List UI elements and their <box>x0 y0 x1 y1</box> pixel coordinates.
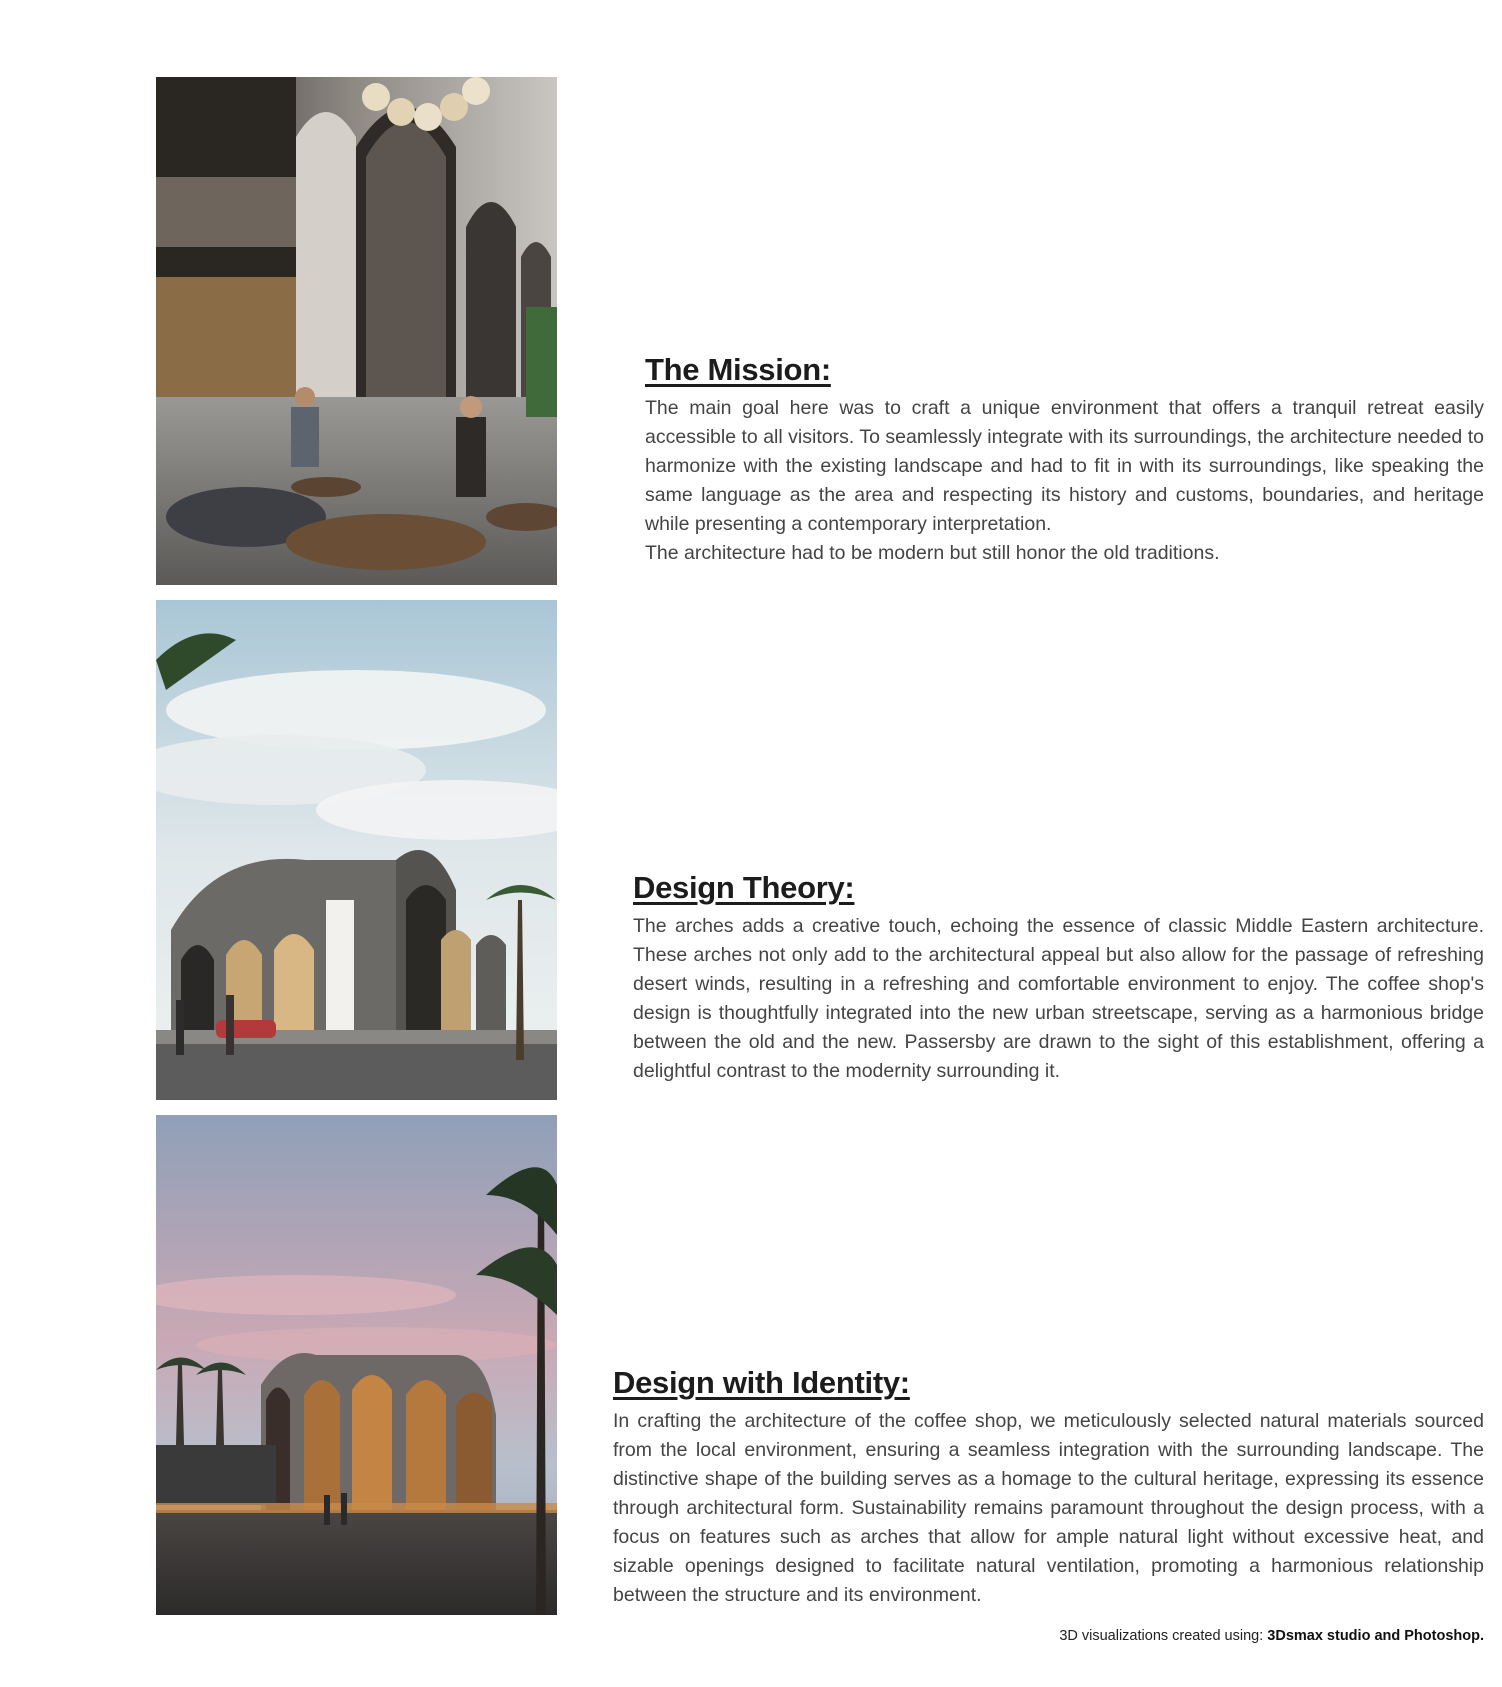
design-theory-section <box>633 870 1484 1086</box>
exterior-dusk-render-image <box>156 1115 557 1615</box>
mission-body-closing: The architecture had to be modern but still honor the old traditions. <box>645 542 1220 564</box>
design-identity-section <box>613 1365 1484 1610</box>
exterior-day-render-image <box>156 600 557 1100</box>
credit-prefix: 3D visualizations created using: <box>1059 1628 1268 1644</box>
mission-heading: The Mission: <box>645 352 831 387</box>
mission-body: The main goal here was to craft a unique environment that offers a tranquil retreat easily accessible to all visitors. To seamlessly integrate with its surroundings, the architecture needed to harmonize with the existing landscape and had to fit in with its surroundings, like speaking the same language as the area and respecting its history and customs, boundaries, and heritage while presenting a contemporary interpretation. <box>645 397 1484 535</box>
design-theory-body: The arches adds a creative touch, echoing the essence of classic Middle Eastern architecture. These arches not only add to the architectural appeal but also allow for the passage of refreshing desert winds, resulting in a refreshing and comfortable environment to enjoy. The coffee shop's design is thoughtfully integrated into the new urban streetscape, serving as a harmonious bridge between the old and the new. Passersby are drawn to the sight of this establishment, offering a delightful contrast to the modernity surrounding it. <box>633 915 1484 1082</box>
visualization-credit <box>1059 1628 1484 1644</box>
credit-tools: 3Dsmax studio and Photoshop. <box>1267 1628 1484 1644</box>
design-theory-heading: Design Theory: <box>633 870 855 905</box>
mission-section <box>645 352 1484 568</box>
design-identity-heading: Design with Identity: <box>613 1365 910 1400</box>
interior-render-image <box>156 77 557 585</box>
design-identity-body: In crafting the architecture of the coffee shop, we meticulously selected natural materials sourced from the local environment, ensuring a seamless integration with the surrounding landscape. The distinctive shape of the building serves as a homage to the cultural heritage, expressing its essence through architectural form. Sustainability remains paramount throughout the design process, with a focus on features such as arches that allow for ample natural light without excessive heat, and sizable openings designed to facilitate natural ventilation, promoting a harmonious relationship between the structure and its environment. <box>613 1410 1484 1606</box>
